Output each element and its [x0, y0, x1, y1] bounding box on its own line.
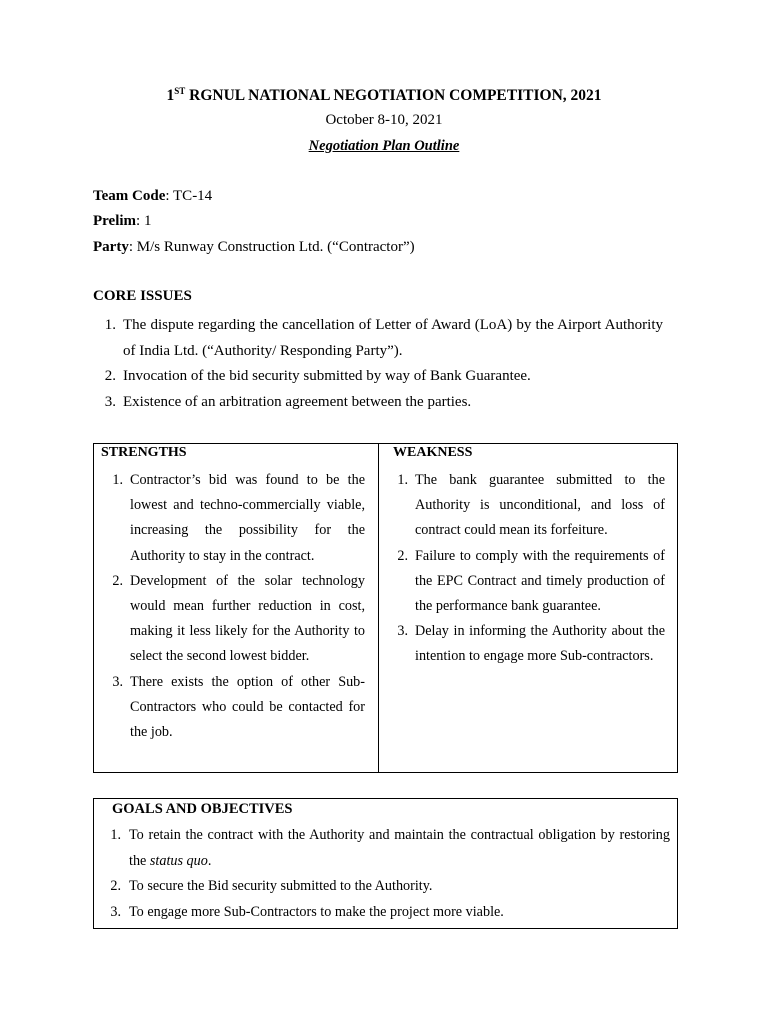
goal-text-italic: status quo — [149, 852, 208, 869]
core-issue-item — [93, 313, 663, 364]
strength-text: Contractor’s bid was found to be the lowest and techno-commercially viable, increasing the possibility for the Authority to stay in the contract. — [130, 472, 365, 564]
goal-text-part: . — [207, 852, 212, 869]
team-code-value: : TC-14 — [165, 188, 213, 204]
goal-text-part: To engage more Sub-Contractors to make the project more viable. — [129, 903, 504, 920]
core-issue-text: The dispute regarding the cancellation of Letter of Award (LoA) by the Airport Authority of India Ltd. (“Authority/ Responding Party”). — [123, 317, 663, 359]
list-number: 2. — [110, 878, 121, 894]
goals-list — [94, 823, 670, 925]
weakness-item — [379, 544, 665, 620]
goal-text-part: To secure the Bid security submitted to the Authority. — [129, 878, 433, 894]
document-subtitle: Negotiation Plan Outline — [308, 138, 460, 154]
strengths-column — [94, 444, 379, 772]
goal-item — [94, 874, 670, 900]
strengths-weakness-table — [93, 443, 678, 773]
prelim-line — [93, 213, 151, 230]
list-number: 1. — [397, 472, 408, 488]
core-issue-item — [93, 364, 663, 390]
goal-text — [129, 900, 670, 926]
weakness-item — [379, 619, 665, 669]
list-number: 1. — [110, 827, 121, 843]
weakness-text: The bank guarantee submitted to the Authority is unconditional, and loss of contract could mean its forfeiture. — [415, 472, 665, 539]
prelim-label: Prelim — [93, 213, 137, 229]
weakness-item — [379, 468, 665, 544]
core-issue-text: Invocation of the bid security submitted by way of Bank Guarantee. — [123, 368, 531, 384]
core-issues-list — [93, 313, 663, 415]
goal-text-part: To retain the contract with the Authority and maintain the contractual obligation by restoring the — [129, 827, 670, 869]
prelim-value: : 1 — [136, 213, 152, 229]
goals-objectives-box — [93, 798, 678, 929]
core-issue-item — [93, 390, 663, 416]
goal-text — [129, 874, 670, 900]
goal-text — [129, 823, 670, 874]
title-ordinal: 1 — [166, 87, 175, 104]
team-code-label: Team Code — [93, 188, 166, 204]
goals-heading: GOALS AND OBJECTIVES — [112, 801, 293, 817]
party-value: : M/s Runway Construction Ltd. (“Contractor”) — [128, 239, 415, 255]
strength-item — [94, 569, 365, 670]
strength-text: Development of the solar technology would mean further reduction in cost, making it less likely for the Authority to select the second lowest bidder. — [130, 572, 365, 665]
party-line — [93, 239, 415, 256]
strength-item — [94, 468, 365, 569]
document-title — [0, 86, 768, 105]
strengths-list — [94, 468, 365, 745]
list-number: 3. — [110, 903, 121, 920]
list-number: 1. — [112, 472, 123, 488]
title-text: RGNUL NATIONAL NEGOTIATION COMPETITION, 2021 — [185, 87, 602, 104]
goal-item — [94, 900, 670, 926]
strength-text: There exists the option of other Sub-Contractors who could be contacted for the job. — [130, 673, 365, 741]
list-number: 3. — [104, 393, 116, 410]
core-issue-text: Existence of an arbitration agreement between the parties. — [123, 393, 472, 410]
goal-item — [94, 823, 670, 874]
weakness-list — [379, 468, 665, 670]
core-issues-heading: CORE ISSUES — [93, 288, 192, 304]
list-number: 2. — [397, 547, 408, 564]
list-number: 2. — [104, 368, 116, 384]
list-number: 2. — [112, 572, 123, 589]
strengths-heading: STRENGTHS — [101, 445, 187, 460]
weakness-heading: WEAKNESS — [393, 445, 473, 460]
team-code-line — [93, 188, 212, 205]
list-number: 3. — [112, 673, 123, 690]
party-label: Party — [93, 239, 129, 255]
list-number: 3. — [397, 623, 408, 640]
strength-item — [94, 670, 365, 746]
title-ordinal-suffix: ST — [174, 86, 186, 96]
weakness-column — [379, 444, 677, 772]
list-number: 1. — [104, 317, 116, 333]
weakness-text: Delay in informing the Authority about the intention to engage more Sub-contractors. — [415, 623, 665, 665]
document-date: October 8-10, 2021 — [325, 112, 443, 128]
weakness-text: Failure to comply with the requirements of the EPC Contract and timely production of the performance bank guarantee. — [415, 547, 665, 615]
